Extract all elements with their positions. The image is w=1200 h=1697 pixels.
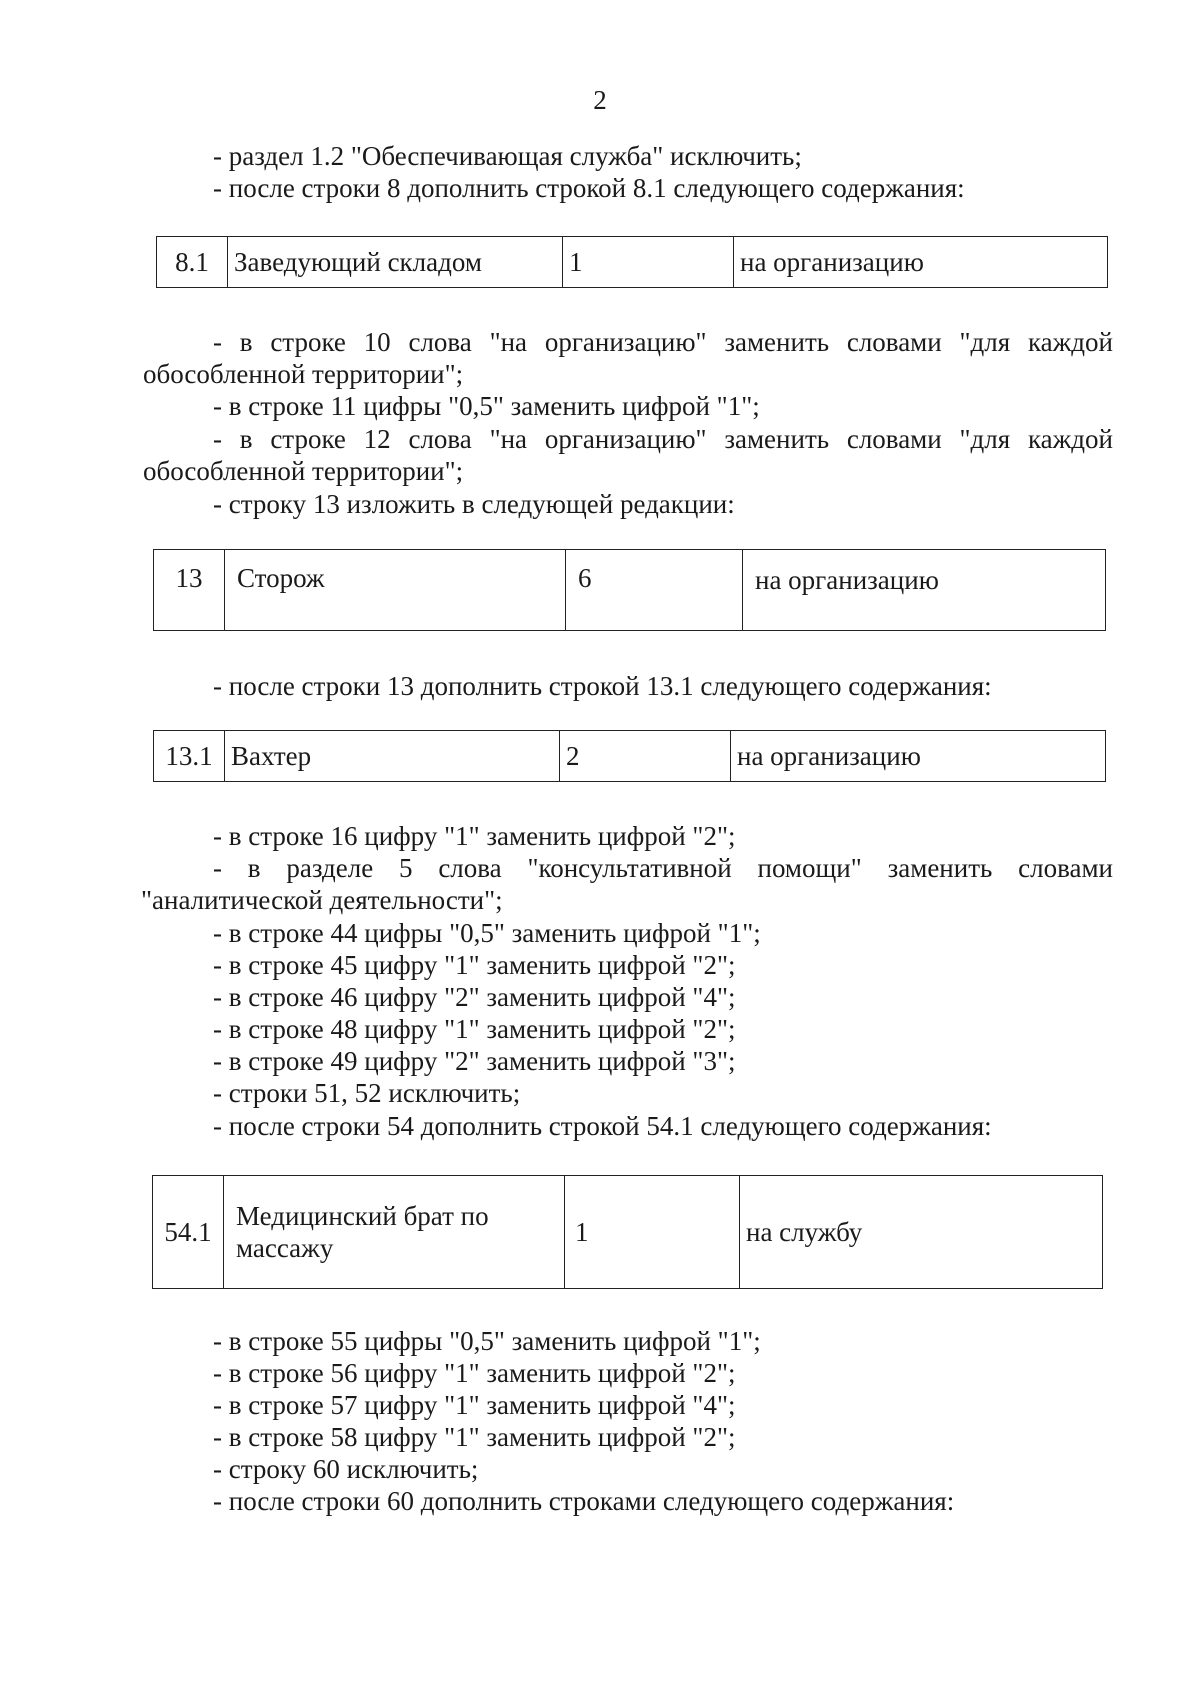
table-row bbox=[157, 237, 1108, 288]
scope-cell: на организацию bbox=[734, 237, 1108, 288]
table-row bbox=[154, 731, 1106, 782]
paragraph-line: - в разделе 5 слова "консультативной помощи" заменить словами bbox=[213, 853, 1113, 883]
paragraph-line: - раздел 1.2 "Обеспечивающая служба" исключить; bbox=[213, 141, 802, 171]
row-number-cell: 8.1 bbox=[157, 237, 228, 288]
paragraph-line: - после строки 54 дополнить строкой 54.1 следующего содержания: bbox=[213, 1111, 992, 1141]
paragraph-line: - после строки 60 дополнить строками следующего содержания: bbox=[213, 1486, 955, 1516]
paragraph-line: - в строке 48 цифру "1" заменить цифрой "2"; bbox=[213, 1014, 736, 1044]
paragraph-line: обособленной территории"; bbox=[143, 456, 464, 486]
scope-cell: на службу bbox=[740, 1176, 1103, 1289]
paragraph-line: - в строке 11 цифры "0,5" заменить цифрой "1"; bbox=[213, 391, 760, 421]
row-number-cell: 54.1 bbox=[153, 1176, 224, 1289]
count-cell: 2 bbox=[560, 731, 731, 782]
insert-table-8-1 bbox=[156, 236, 1108, 288]
scope-cell: на организацию bbox=[743, 550, 1106, 631]
paragraph-line: - после строки 13 дополнить строкой 13.1 следующего содержания: bbox=[213, 671, 992, 701]
paragraph-line: - в строке 16 цифру "1" заменить цифрой "2"; bbox=[213, 821, 736, 851]
paragraph-line: обособленной территории"; bbox=[143, 359, 464, 389]
paragraph-line: - в строке 45 цифру "1" заменить цифрой "2"; bbox=[213, 950, 736, 980]
position-name-cell: Сторож bbox=[225, 550, 566, 631]
paragraph-line: - в строке 12 слова "на организацию" заменить словами "для каждой bbox=[213, 424, 1113, 454]
paragraph-line: - в строке 57 цифру "1" заменить цифрой "4"; bbox=[213, 1390, 736, 1420]
insert-table-54-1 bbox=[152, 1175, 1103, 1289]
page-number: 2 bbox=[593, 85, 607, 115]
paragraph-line: - в строке 55 цифры "0,5" заменить цифрой "1"; bbox=[213, 1326, 761, 1356]
paragraph-line: - в строке 49 цифру "2" заменить цифрой "3"; bbox=[213, 1046, 736, 1076]
position-name-cell bbox=[224, 1176, 565, 1289]
paragraph-line: - строку 13 изложить в следующей редакции: bbox=[213, 489, 735, 519]
count-cell: 1 bbox=[563, 237, 734, 288]
row-number-cell: 13.1 bbox=[154, 731, 225, 782]
paragraph-line: - строки 51, 52 исключить; bbox=[213, 1078, 521, 1108]
table-row bbox=[153, 1176, 1103, 1289]
paragraph-line: - в строке 46 цифру "2" заменить цифрой "4"; bbox=[213, 982, 736, 1012]
position-name-cell: Заведующий складом bbox=[228, 237, 563, 288]
position-name-line: массажу bbox=[236, 1233, 334, 1263]
scope-cell: на организацию bbox=[731, 731, 1106, 782]
paragraph-line: - в строке 56 цифру "1" заменить цифрой "2"; bbox=[213, 1358, 736, 1388]
paragraph-line: - в строке 10 слова "на организацию" заменить словами "для каждой bbox=[213, 327, 1113, 357]
insert-table-13-1 bbox=[153, 730, 1106, 782]
paragraph-line: - после строки 8 дополнить строкой 8.1 следующего содержания: bbox=[213, 173, 965, 203]
paragraph-line: - в строке 44 цифры "0,5" заменить цифрой "1"; bbox=[213, 918, 761, 948]
paragraph-line: - строку 60 исключить; bbox=[213, 1454, 479, 1484]
paragraph-line: "аналитической деятельности"; bbox=[141, 885, 503, 915]
count-cell: 1 bbox=[565, 1176, 740, 1289]
position-name-cell: Вахтер bbox=[225, 731, 560, 782]
count-cell: 6 bbox=[566, 550, 743, 631]
table-row bbox=[154, 550, 1106, 631]
insert-table-13 bbox=[153, 549, 1106, 631]
row-number-cell: 13 bbox=[154, 550, 225, 631]
position-name-line: Медицинский брат по bbox=[236, 1201, 489, 1231]
paragraph-line: - в строке 58 цифру "1" заменить цифрой "2"; bbox=[213, 1422, 736, 1452]
